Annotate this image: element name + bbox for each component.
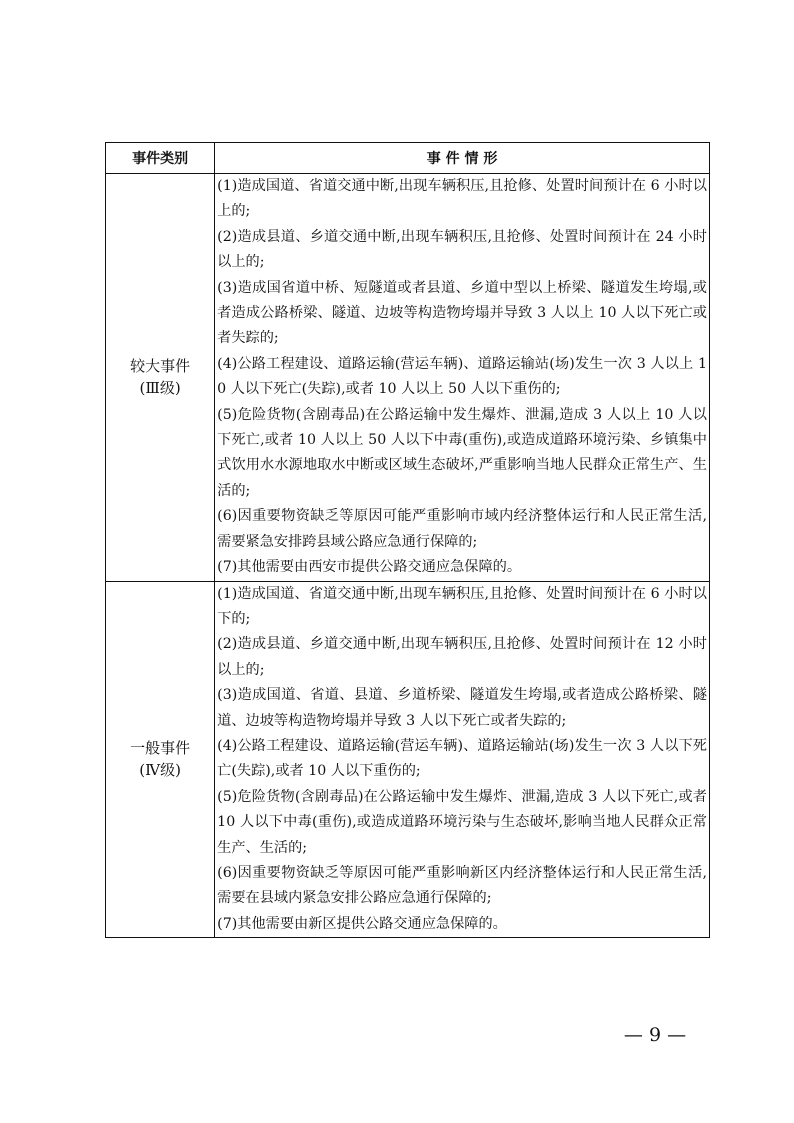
list-item: (1)造成国道、省道交通中断,出现车辆积压,且抢修、处置时间预计在 6 小时以下的; (217, 585, 707, 627)
category-cell-major (106, 174, 215, 582)
list-item: (6)因重要物资缺乏等原因可能严重影响市域内经济整体运行和人民正常生活,需要紧急安排跨县域公路应急通行保障的; (217, 508, 707, 550)
list-item: (3)造成国道、省道、县道、乡道桥梁、隧道发生垮塌,或者造成公路桥梁、隧道、边坡等构造物垮塌并导致 3 人以下死亡或者失踪的; (217, 687, 707, 729)
list-item: (6)因重要物资缺乏等原因可能严重影响新区内经济整体运行和人民正常生活,需要在县域内紧急安排公路应急通行保障的; (217, 864, 707, 907)
table-row-general-event (106, 581, 710, 938)
table-header-row (106, 143, 710, 174)
header-description: 事 件 情 形 (215, 143, 710, 174)
category-level: (Ⅲ级) (139, 379, 181, 398)
list-item: (3)造成国省道中桥、短隧道或者县道、乡道中型以上桥梁、隧道发生垮塌,或者造成公路桥梁、隧道、边坡等构造物垮塌并导致 3 人以上 10 人以下死亡或者失踪的; (217, 279, 707, 347)
list-item: (2)造成县道、乡道交通中断,出现车辆积压,且抢修、处置时间预计在 24 小时以上的; (217, 228, 707, 271)
category-name: 一般事件 (130, 739, 191, 758)
list-item: (7)其他需要由新区提供公路交通应急保障的。 (217, 915, 507, 932)
page-number: — 9 — (623, 1024, 687, 1046)
description-cell-major (215, 174, 710, 582)
header-category: 事件类别 (106, 143, 215, 174)
table-row-major-event (106, 174, 710, 582)
category-cell-general (106, 581, 215, 938)
description-cell-general (215, 581, 710, 938)
list-item: (4)公路工程建设、道路运输(营运车辆)、道路运输站(场)发生一次 3 人以上 10 人以下死亡(失踪),或者 10 人以上 50 人以下重伤的; (217, 355, 707, 398)
event-classification-table (105, 142, 710, 938)
category-name: 较大事件 (130, 357, 191, 376)
list-item: (2)造成县道、乡道交通中断,出现车辆积压,且抢修、处置时间预计在 12 小时以上的; (217, 636, 707, 678)
list-item: (4)公路工程建设、道路运输(营运车辆)、道路运输站(场)发生一次 3 人以下死亡(失踪),或者 10 人以下重伤的; (217, 737, 707, 780)
list-item: (1)造成国道、省道交通中断,出现车辆积压,且抢修、处置时间预计在 6 小时以上的; (217, 178, 707, 220)
list-item: (7)其他需要由西安市提供公路交通应急保障的。 (217, 559, 522, 576)
list-item: (5)危险货物(含剧毒品)在公路运输中发生爆炸、泄漏,造成 3 人以下死亡,或者 10 人以下中毒(重伤),或造成道路环境污染与生态破坏,影响当地人民群众正常生产、生活的; (217, 788, 707, 856)
list-item: (5)危险货物(含剧毒品)在公路运输中发生爆炸、泄漏,造成 3 人以上 10 人以下死亡,或者 10 人以上 50 人以下中毒(重伤),或造成道路环境污染、乡镇集中式饮用水水源地取水中断或区域生态破坏,严重影响当地人民群众正常生产、生活的; (217, 406, 707, 499)
category-level: (Ⅳ级) (139, 761, 181, 780)
